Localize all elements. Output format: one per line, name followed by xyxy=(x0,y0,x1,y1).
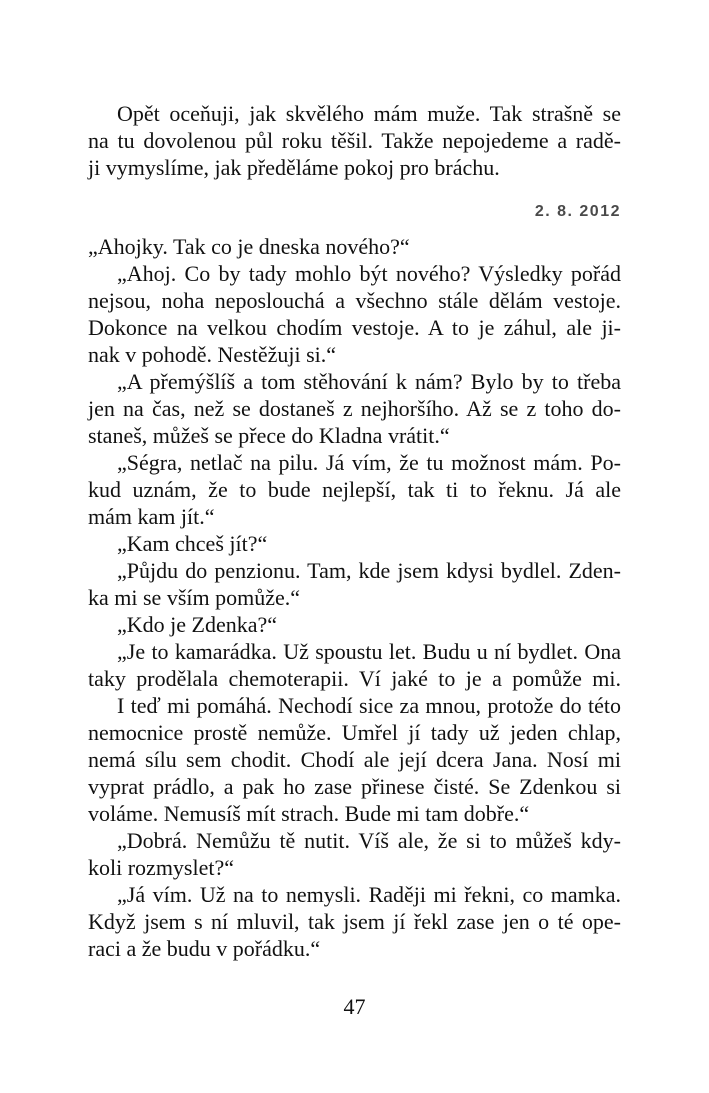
text-line: Když jsem s ní mluvil, tak jsem jí řekl zase jen o té ope- xyxy=(88,909,621,934)
text-line: „Kam chceš jít?“ xyxy=(117,531,268,556)
text-line: voláme. Nemusíš mít strach. Bude mi tam dobře.“ xyxy=(88,801,530,826)
text-line: koli rozmyslet?“ xyxy=(88,855,235,880)
page-number: 47 xyxy=(343,994,366,1019)
text-line: „Já vím. Už na to nemysli. Raději mi řekni, co mamka. xyxy=(117,882,621,907)
text-line: kud uznám, že to bude nejlepší, tak ti to řeknu. Já ale xyxy=(88,477,621,502)
text-line: staneš, můžeš se přece do Kladna vrátit.“ xyxy=(88,423,450,448)
text-line: nak v pohodě. Nestěžuji si.“ xyxy=(88,342,337,367)
text-line: „Kdo je Zdenka?“ xyxy=(117,612,278,637)
entry-date: 2. 8. 2012 xyxy=(534,203,621,220)
text-line: „Dobrá. Nemůžu tě nutit. Víš ale, že si to můžeš kdy- xyxy=(117,828,621,853)
text-line: ji vymyslíme, jak předěláme pokoj pro bráchu. xyxy=(88,155,500,180)
text-line: Opět oceňuji, jak skvělého mám muže. Tak strašně se xyxy=(117,101,621,126)
text-line: nejsou, noha neposlouchá a všechno stále dělám vestoje. xyxy=(88,288,621,313)
text-line: raci a že budu v pořádku.“ xyxy=(88,936,321,961)
text-line: Dokonce na velkou chodím vestoje. A to je záhul, ale ji- xyxy=(88,315,621,340)
text-line: I teď mi pomáhá. Nechodí sice za mnou, protože do této xyxy=(117,693,621,718)
text-line: „Je to kamarádka. Už spoustu let. Budu u ní bydlet. Ona xyxy=(117,639,621,664)
text-line: „Ahojky. Tak co je dneska nového?“ xyxy=(88,234,410,259)
text-line: „Půjdu do penzionu. Tam, kde jsem kdysi bydlel. Zden- xyxy=(117,558,621,583)
text-line: „Ségra, netlač na pilu. Já vím, že tu možnost mám. Po- xyxy=(117,450,621,475)
text-line: „A přemýšlíš a tom stěhování k nám? Bylo by to třeba xyxy=(117,369,621,394)
text-line: ka mi se vším pomůže.“ xyxy=(88,585,301,610)
text-line: na tu dovolenou půl roku těšil. Takže nepojedeme a radě- xyxy=(88,128,621,153)
text-line: vyprat prádlo, a pak ho zase přinese čisté. Se Zdenkou si xyxy=(88,774,621,799)
text-line: „Ahoj. Co by tady mohlo být nového? Výsledky pořád xyxy=(117,261,621,286)
text-line: mám kam jít.“ xyxy=(88,504,215,529)
text-line: nemá sílu sem chodit. Chodí ale její dcera Jana. Nosí mi xyxy=(88,747,621,772)
text-line: taky prodělala chemoterapii. Ví jaké to je a pomůže mi. xyxy=(88,666,621,691)
text-line: nemocnice prostě nemůže. Umřel jí tady už jeden chlap, xyxy=(88,720,621,745)
text-line: jen na čas, než se dostaneš z nejhoršího. Až se z toho do- xyxy=(88,396,621,421)
